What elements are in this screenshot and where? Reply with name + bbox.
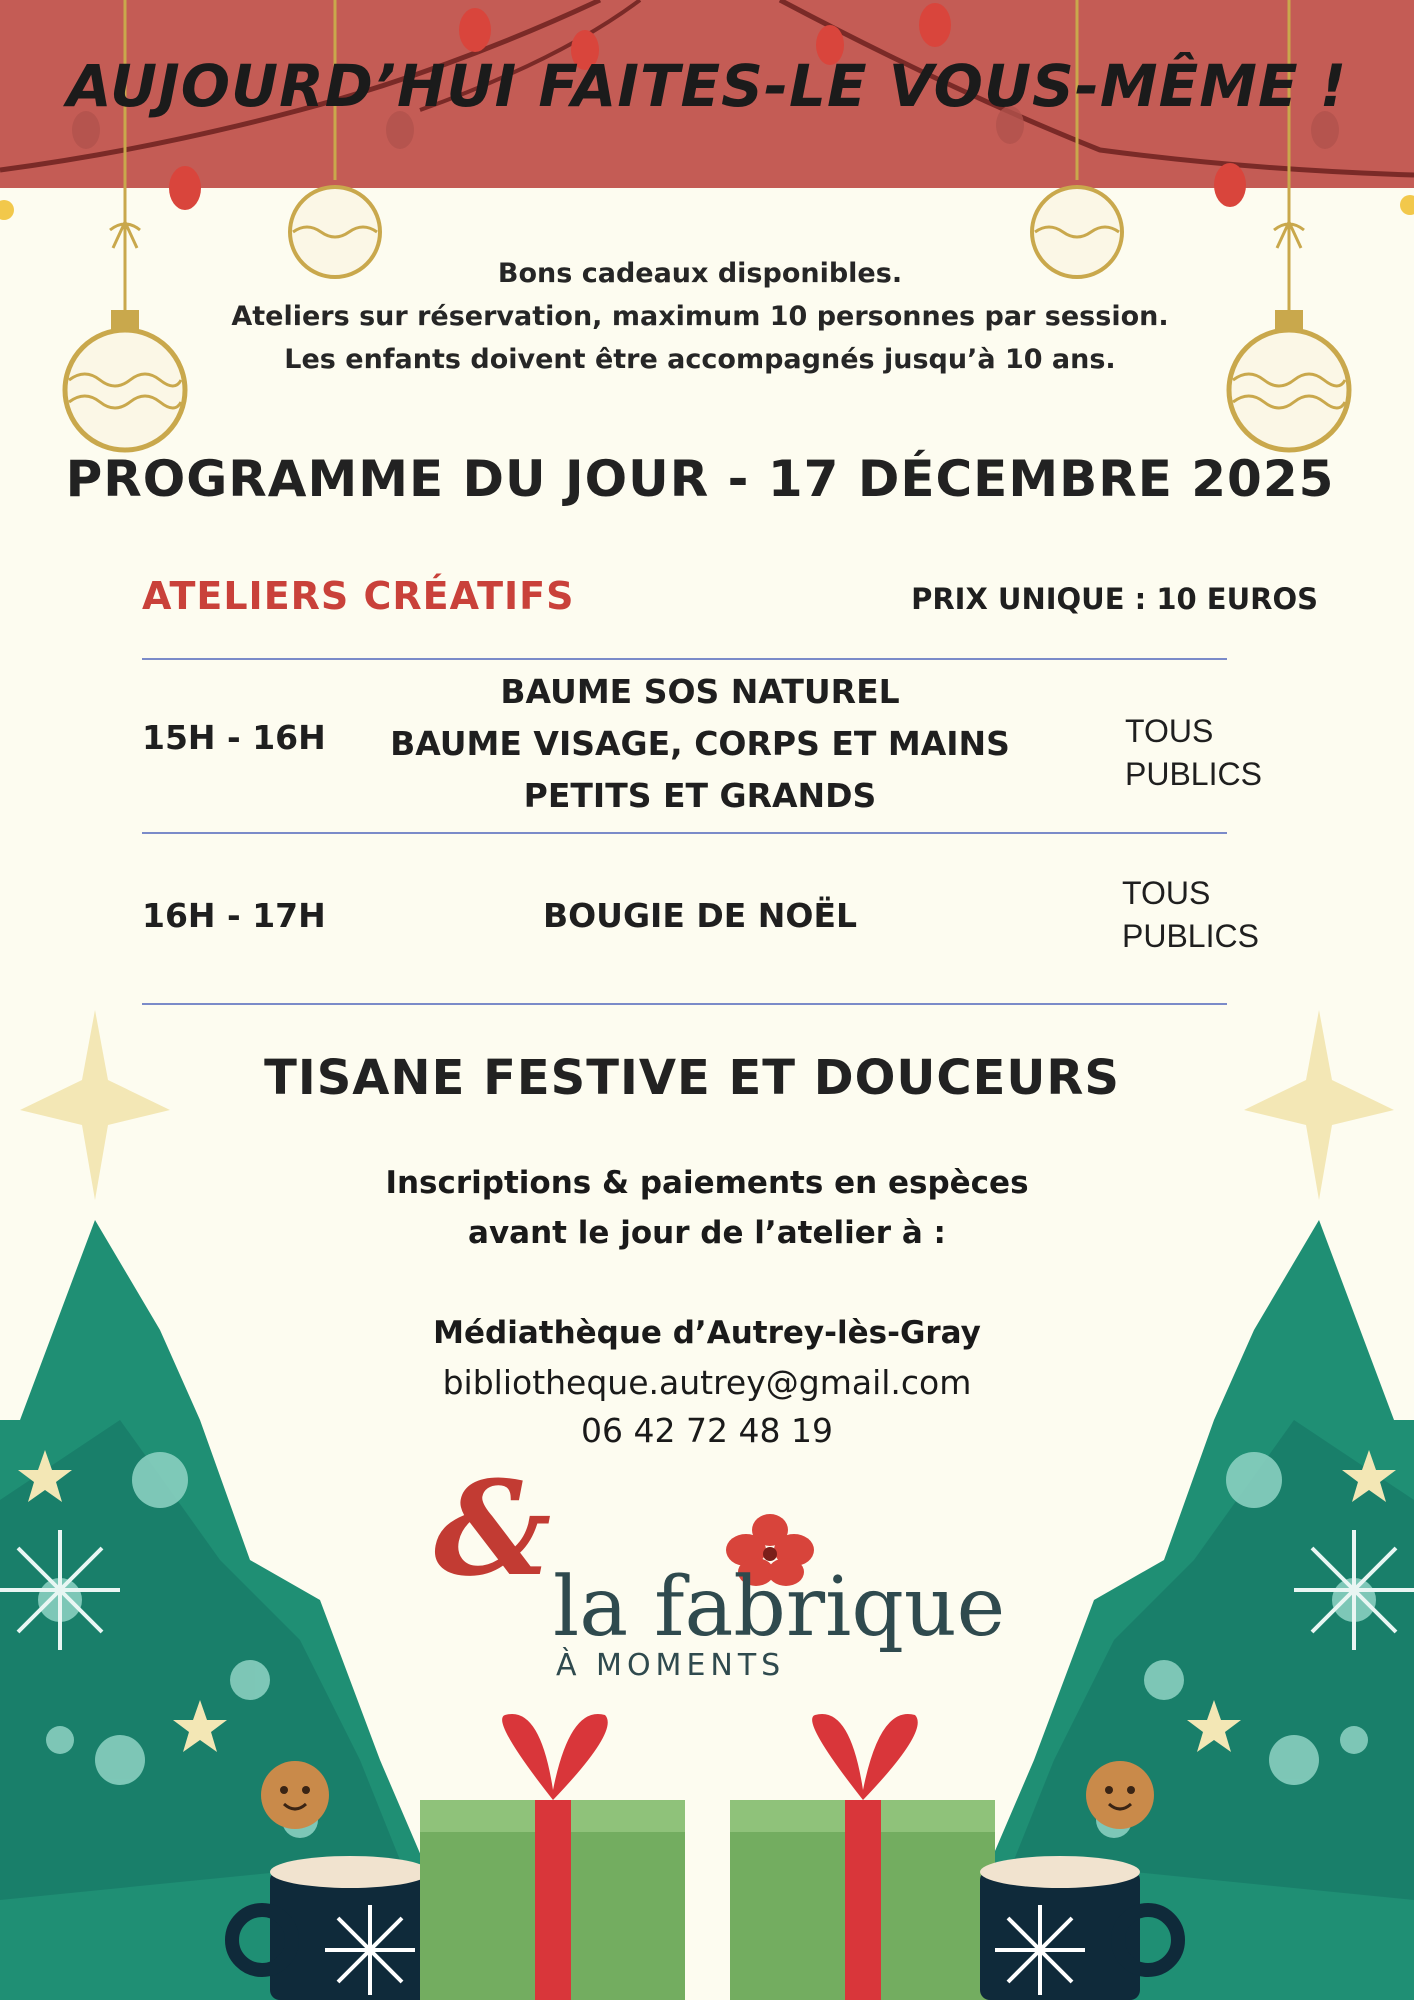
ornament-left-small: [285, 0, 385, 290]
contact-phone: 06 42 72 48 19: [581, 1411, 833, 1450]
section-label: ATELIERS CRÉATIFS: [142, 574, 575, 618]
tisane-title: TISANE FESTIVE ET DOUCEURS: [264, 1050, 1120, 1106]
info-line: Les enfants doivent être accompagnés jusqu’à 10 ans.: [284, 344, 1116, 375]
ornament-right-small: [1027, 0, 1127, 290]
contact-instructions: [357, 1158, 1057, 1258]
banner-title: AUJOURD’HUI FAITES-LE VOUS-MÊME !: [66, 52, 1348, 120]
contact-place: Médiathèque d’Autrey-lès-Gray: [433, 1315, 981, 1351]
table-divider: [142, 658, 1227, 660]
row-time: 16H - 17H: [142, 896, 326, 935]
row-audience-line: TOUS: [1122, 875, 1211, 911]
row-description-line: BAUME SOS NATUREL: [500, 672, 900, 711]
info-block: [200, 252, 1200, 381]
program-title: PROGRAMME DU JOUR - 17 DÉCEMBRE 2025: [65, 450, 1335, 508]
row-description-line: BOUGIE DE NOËL: [542, 896, 858, 935]
logo-subtitle: À MOMENTS: [556, 1648, 786, 1683]
ampersand-logo: &: [434, 1452, 552, 1605]
row-audience-line: TOUS: [1125, 713, 1214, 749]
row-description: [360, 666, 1040, 822]
row-audience-line: PUBLICS: [1122, 918, 1259, 954]
contact-line: avant le jour de l’atelier à :: [468, 1215, 946, 1251]
gifts-and-mugs-illustration: [220, 1710, 1200, 2000]
string-lights-decoration: [0, 0, 1414, 240]
row-audience: [1125, 710, 1262, 796]
info-line: Bons cadeaux disponibles.: [497, 258, 903, 289]
row-description: [360, 890, 1040, 942]
row-description-line: BAUME VISAGE, CORPS ET MAINS: [390, 724, 1010, 763]
price-label: PRIX UNIQUE : 10 EUROS: [911, 582, 1318, 616]
row-audience-line: PUBLICS: [1125, 756, 1262, 792]
row-description-line: PETITS ET GRANDS: [523, 776, 877, 815]
table-divider: [142, 832, 1227, 834]
row-audience: [1122, 872, 1259, 958]
contact-line: Inscriptions & paiements en espèces: [385, 1165, 1029, 1201]
logo-name: la fabrique: [553, 1560, 1006, 1655]
row-time: 15H - 16H: [142, 718, 326, 757]
contact-email: bibliotheque.autrey@gmail.com: [442, 1363, 972, 1402]
info-line: Ateliers sur réservation, maximum 10 personnes par session.: [231, 301, 1169, 332]
